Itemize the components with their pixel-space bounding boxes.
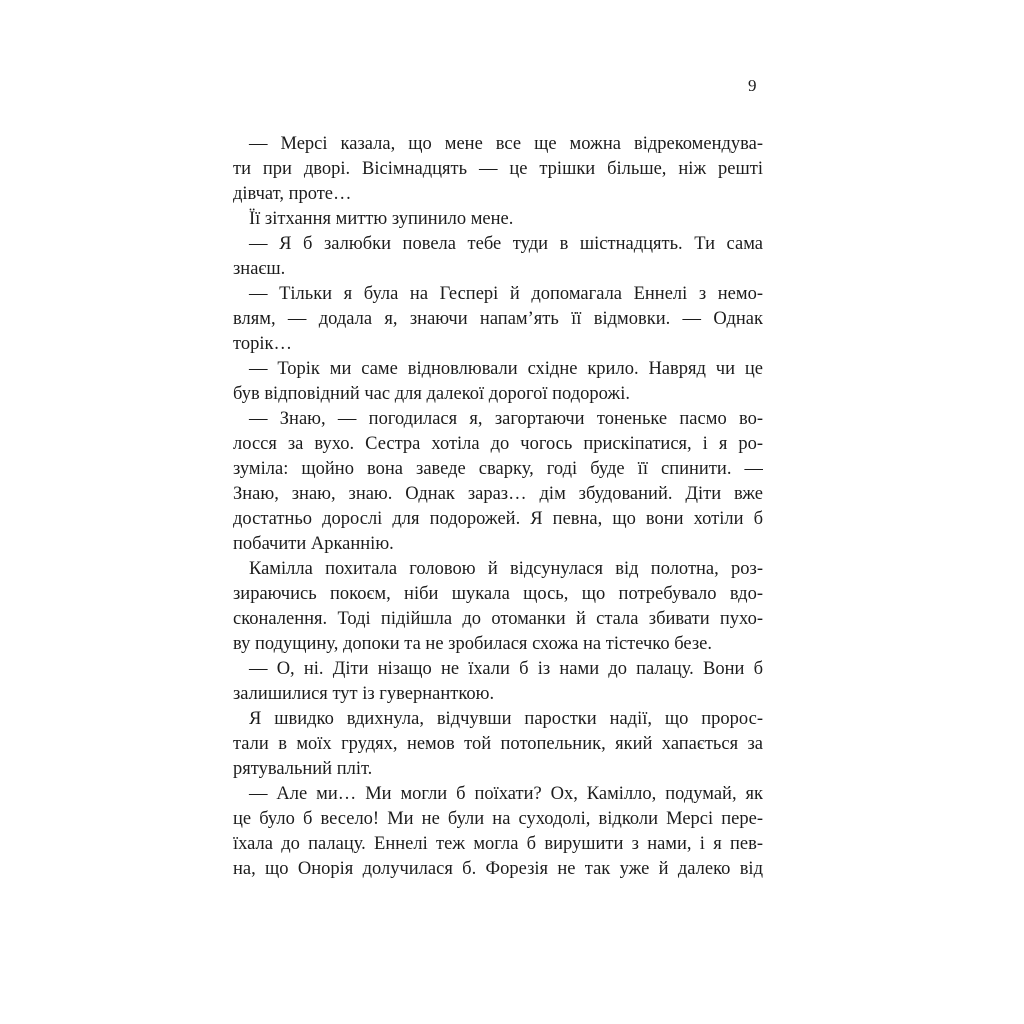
text-line: Я швидко вдихнула, відчувши паростки надії, що пророс- [249,709,763,729]
text-line: — Я б залюбки повела тебе туди в шістнадцять. Ти сама [249,234,763,254]
paragraph [233,657,763,707]
text-line: побачити Арканнію. [233,534,394,554]
text-line: сконалення. Тоді підійшла до отоманки й стала збивати пухо- [233,609,763,629]
paragraph [233,232,763,282]
text-line: ву подущину, допоки та не зробилася схожа на тістечко безе. [233,634,712,654]
text-line: дівчат, проте… [233,184,352,204]
text-line: рятувальний пліт. [233,759,373,779]
text-line: це було б весело! Ми не були на суходолі, відколи Мерсі пере- [233,809,763,829]
text-line: зираючись покоєм, ніби шукала щось, що потребувало вдо- [233,584,763,604]
text-line: — Мерсі казала, що мене все ще можна відрекомендува- [249,134,763,154]
paragraph [233,207,763,232]
text-line: лосся за вухо. Сестра хотіла до чогось прискіпатися, і я ро- [233,434,763,454]
text-line: тали в моїх грудях, немов той потопельник, який хапається за [233,734,763,754]
text-line: Знаю, знаю, знаю. Однак зараз… дім збудований. Діти вже [233,484,763,504]
paragraph [233,707,763,782]
text-line: — Торік ми саме відновлювали східне крило. Навряд чи це [249,359,763,379]
text-line: достатньо дорослі для подорожей. Я певна, що вони хотіли б [233,509,763,529]
text-line: їхала до палацу. Еннелі теж могла б вирушити з нами, і я пев- [233,834,763,854]
paragraph [233,357,763,407]
text-line: Камілла похитала головою й відсунулася від полотна, роз- [249,559,763,579]
paragraph [233,782,763,882]
text-line: був відповідний час для далекої дорогої подорожі. [233,384,630,404]
text-block [233,132,763,882]
text-line: знаєш. [233,259,286,279]
paragraph [233,282,763,357]
paragraph [233,557,763,657]
text-line: — Знаю, — погодилася я, загортаючи тоненьке пасмо во- [249,409,763,429]
text-line: — Але ми… Ми могли б поїхати? Ох, Камілло, подумай, як [249,784,763,804]
text-line: на, що Онорія долучилася б. Форезія не так уже й далеко від [233,859,763,879]
text-line: ти при дворі. Вісімнадцять — це трішки більше, ніж решті [233,159,763,179]
text-line: залишилися тут із гувернанткою. [233,684,495,704]
text-line: торік… [233,334,292,354]
paragraph [233,132,763,207]
text-line: зуміла: щойно вона заведе сварку, годі буде її спинити. — [233,459,763,479]
text-line: — О, ні. Діти нізащо не їхали б із нами до палацу. Вони б [249,659,763,679]
text-line: влям, — додала я, знаючи напам’ять її відмовки. — Однак [233,309,763,329]
paragraph [233,407,763,557]
page-number: 9 [748,76,757,95]
text-line: Її зітхання миттю зупинило мене. [249,209,514,229]
text-line: — Тільки я була на Геспері й допомагала Еннелі з немо- [249,284,763,304]
